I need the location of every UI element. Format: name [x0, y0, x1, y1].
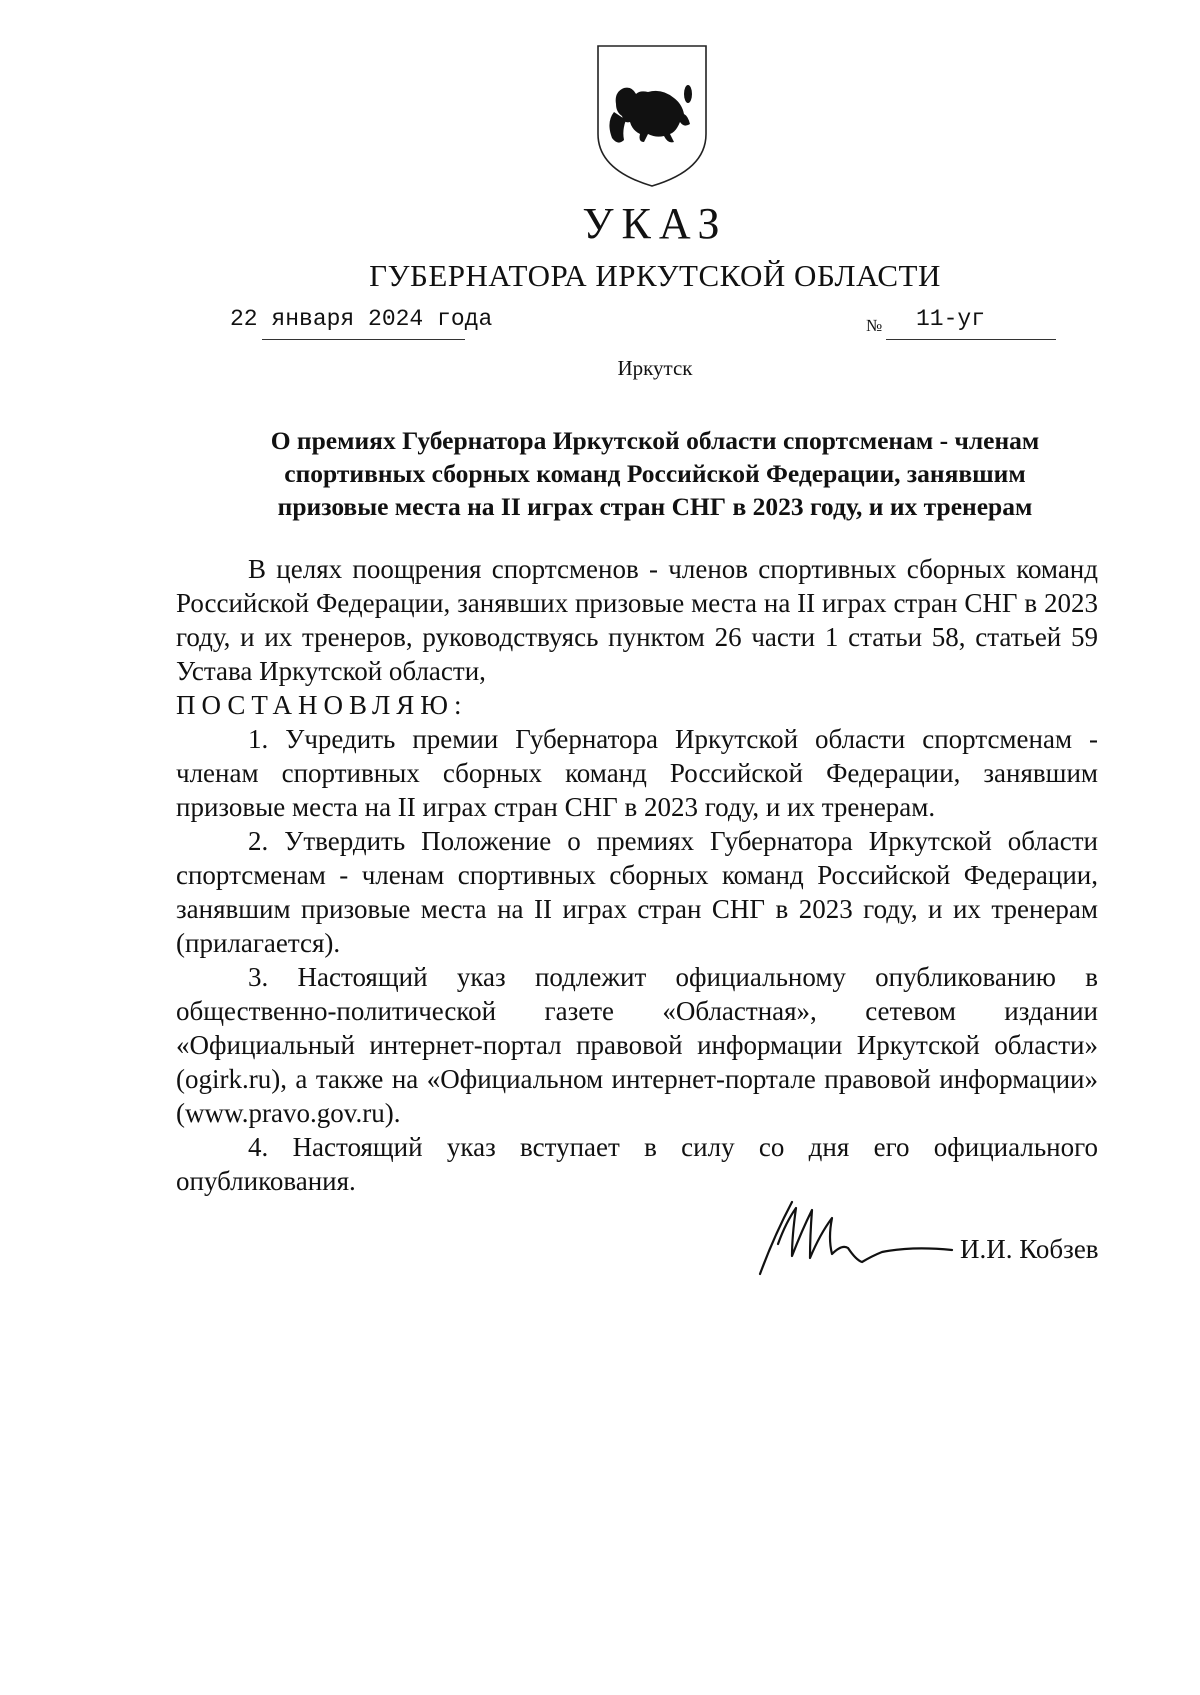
decree-title — [190, 424, 1120, 523]
preamble: В целях поощрения спортсменов - членов спортивных сборных команд Российской Федерации, занявших призовые места на II играх стран СНГ в 2023 году, и их тренеров, руководствуясь пунктом 26 части 1 статьи 58, статьей 59 Устава Иркутской области, — [176, 554, 1098, 686]
signer-name: И.И. Кобзев — [960, 1234, 1099, 1264]
title-line: призовые места на II играх стран СНГ в 2023 году, и их тренерам — [277, 492, 1033, 521]
decree-date: 22 января 2024 года — [230, 306, 493, 332]
number-underline — [886, 339, 1056, 340]
decree-number: 11-уг — [916, 306, 986, 332]
number-label: № — [866, 316, 883, 335]
document-type: УКАЗ — [582, 199, 728, 248]
issuer: ГУБЕРНАТОРА ИРКУТСКОЙ ОБЛАСТИ — [369, 258, 941, 293]
title-line: О премиях Губернатора Иркутской области спортсменам - членам — [270, 426, 1040, 455]
coat-of-arms-icon — [592, 42, 712, 190]
decree-word: ПОСТАНОВЛЯЮ: — [176, 690, 468, 720]
clause-2: 2. Утвердить Положение о премиях Губернатора Иркутской области спортсменам - членам спортивных сборных команд Российской Федерации, занявшим призовые места на II играх стран СНГ в 2023 году, и их тренерам (прилагается). — [176, 826, 1098, 958]
clause-1: 1. Учредить премии Губернатора Иркутской области спортсменам - членам спортивных сборных команд Российской Федерации, занявшим призовые места на II играх стран СНГ в 2023 году, и их тренерам. — [176, 724, 1098, 822]
clause-3: 3. Настоящий указ подлежит официальному опубликованию в общественно-политической газете «Областная», сетевом издании «Официальный интернет-портал правовой информации Иркутской области» (ogirk.ru), а также на «Официальном интернет-портале правовой информации» (www.pravo.gov.ru). — [176, 962, 1098, 1128]
decree-body — [176, 552, 1098, 1198]
city: Иркутск — [617, 356, 693, 380]
handwritten-signature — [752, 1196, 957, 1278]
date-underline — [262, 339, 465, 340]
clause-4: 4. Настоящий указ вступает в силу со дня его официального опубликования. — [176, 1132, 1098, 1196]
title-line: спортивных сборных команд Российской Федерации, занявшим — [284, 459, 1026, 488]
